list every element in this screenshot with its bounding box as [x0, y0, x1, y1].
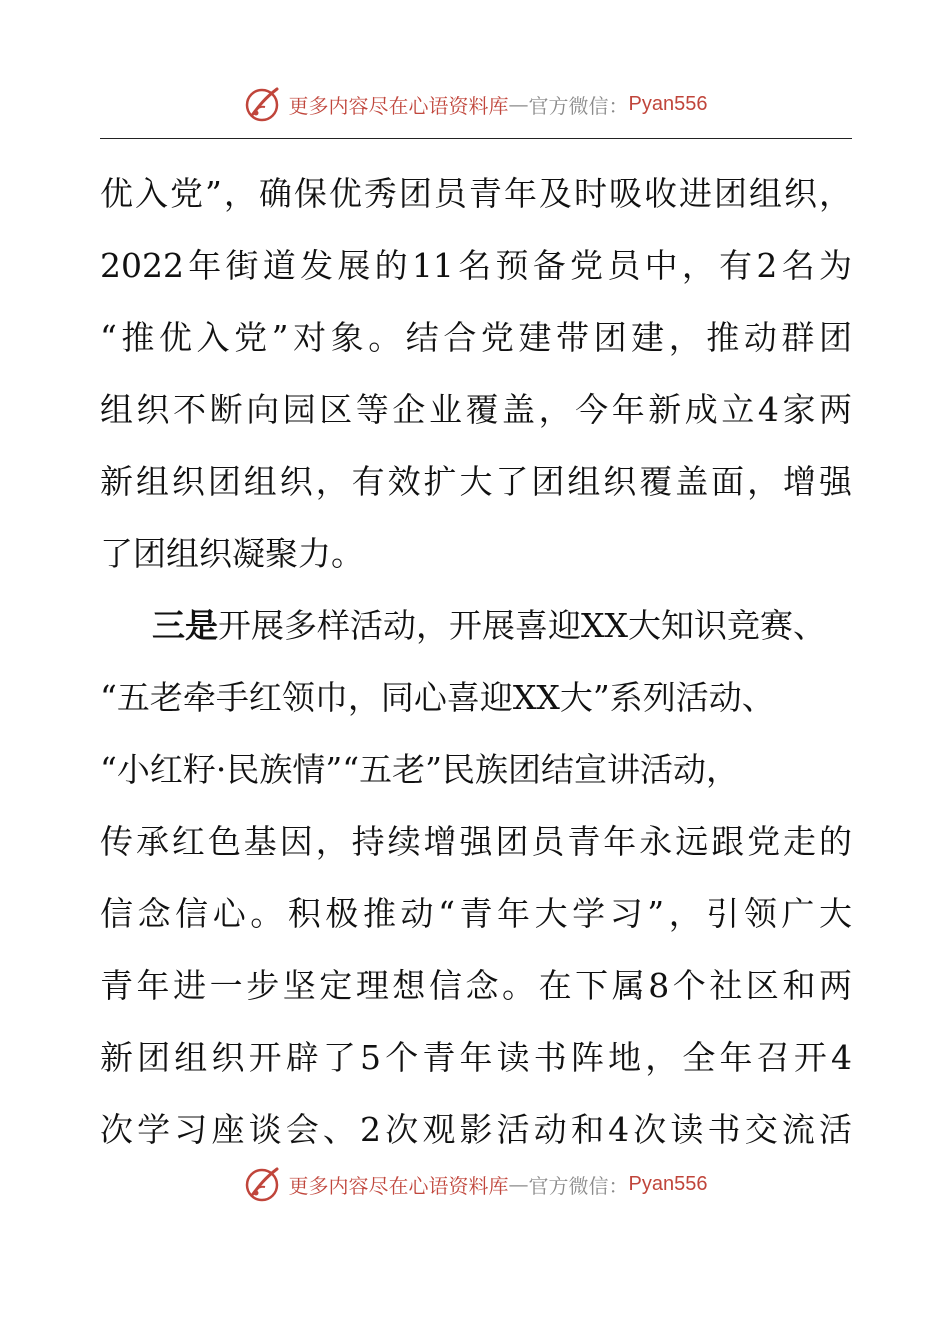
paragraph-lead: 三是: [152, 606, 218, 645]
text-line: 次学习座谈会、2次观影活动和4次读书交流活: [100, 1110, 852, 1149]
text-line: 新团组织开辟了5个青年读书阵地，全年召开4: [100, 1038, 852, 1077]
paragraph-2: [100, 590, 852, 1166]
text-line: 组织不断向园区等企业覆盖，今年新成立4家两: [100, 390, 852, 429]
header-divider: [100, 138, 852, 139]
header-watermark: [0, 82, 950, 126]
document-body: [100, 158, 852, 1166]
paragraph-first-line: 开展多样活动，开展喜迎XX大知识竞赛、: [218, 606, 826, 645]
watermark-dash: —: [508, 92, 529, 116]
text-line: 传承红色基因，持续增强团员青年永远跟党走的: [100, 822, 852, 861]
watermark-wechat-id: Pyan556: [628, 92, 708, 115]
brush-pen-icon: [243, 1164, 283, 1204]
text-line: 2022年街道发展的11名预备党员中，有2名为: [100, 246, 852, 285]
watermark-site-text: 更多内容尽在心语资料库: [288, 93, 509, 118]
text-line: 优入党”，确保优秀团员青年及时吸收进团组织，: [100, 174, 852, 213]
text-line: 新组织团组织，有效扩大了团组织覆盖面，增强: [100, 462, 852, 501]
watermark-wechat-label: 官方微信：: [528, 1173, 629, 1198]
watermark-wechat-id: Pyan556: [628, 1172, 708, 1195]
text-line: “五老牵手红领巾，同心喜迎XX大”系列活动、: [100, 678, 775, 717]
text-line: 信念信心。积极推动“青年大学习”，引领广大: [100, 894, 852, 933]
footer-watermark: [0, 1162, 950, 1206]
brush-pen-icon: [243, 84, 283, 124]
watermark-dash: —: [508, 1172, 529, 1196]
paragraph-1: [100, 158, 852, 590]
text-line: “小红籽·民族情”“五老”民族团结宣讲活动，: [100, 750, 739, 789]
text-line: “推优入党”对象。结合党建带团建，推动群团: [100, 318, 852, 357]
text-line: [100, 590, 852, 662]
watermark-site-text: 更多内容尽在心语资料库: [288, 1173, 509, 1198]
text-line: 了团组织凝聚力。: [100, 534, 364, 573]
watermark-wechat-label: 官方微信：: [528, 93, 629, 118]
text-line: 青年进一步坚定理想信念。在下属8个社区和两: [100, 966, 852, 1005]
